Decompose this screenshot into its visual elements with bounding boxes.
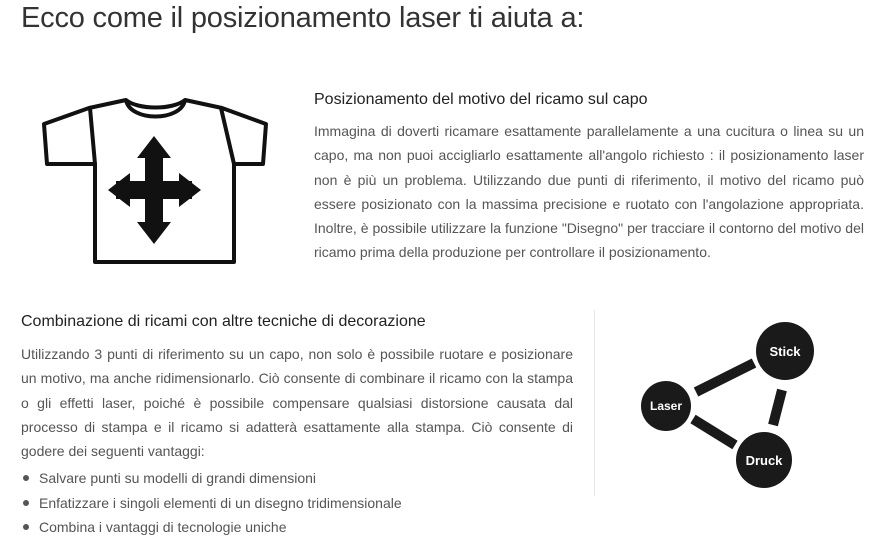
vertical-divider (594, 310, 595, 496)
combination-heading: Combinazione di ricami con altre tecniche di decorazione (21, 313, 426, 330)
list-item (21, 515, 573, 540)
node-stick-label: Stick (769, 344, 801, 359)
combination-section (21, 311, 573, 540)
bullet-icon (23, 500, 29, 506)
node-druck-label: Druck (745, 453, 783, 468)
technique-network-diagram (630, 312, 830, 492)
connector-laser-stick (696, 363, 754, 392)
combination-paragraph: Utilizzando 3 punti di riferimento su un capo, non solo è possibile ruotare e posizionare un motivo, ma anche ridimensionarlo. Ciò consente di combinare il ricamo con la stampa o gli effetti laser, poiché è possibile compensare qualsiasi distorsione causata dal processo di stampa e il ricamo si adatterà esattamente alla stampa. Ciò consente di godere dei seguenti vantaggi: (21, 346, 573, 460)
list-item (21, 491, 573, 516)
bullet-icon (23, 524, 29, 530)
node-laser-label: Laser (649, 399, 683, 413)
positioning-paragraph: Immagina di doverti ricamare esattamente parallelamente a una cucitura o linea su un capo, ma non puoi accigliarlo esattamente all'angolo richiesto : il posizionamento laser non è più un problema. Utilizzando due punti di riferimento, il motivo del ricamo può essere posizionato con la massima precisione e ruotato con l'angolazione appropriata. Inoltre, è possibile utilizzare la funzione "Disegno" per tracciare il contorno del motivo del ricamo prima della produzione per controllare il posizionamento. (314, 123, 864, 261)
page-title: Ecco come il posizionamento laser ti aiuta a: (21, 2, 585, 34)
positioning-heading: Posizionamento del motivo del ricamo sul capo (314, 91, 648, 108)
benefit-text: Enfatizzare i singoli elementi di un disegno tridimensionale (39, 494, 402, 511)
t-shirt-icon (42, 96, 269, 266)
benefit-text: Combina i vantaggi di tecnologie uniche (39, 519, 287, 536)
connector-stick-druck (773, 390, 782, 425)
benefit-text: Salvare punti su modelli di grandi dimensioni (39, 470, 317, 487)
bullet-icon (23, 475, 29, 481)
connector-laser-druck (693, 419, 735, 445)
benefits-list (21, 466, 573, 540)
positioning-section (314, 89, 864, 265)
list-item (21, 466, 573, 491)
